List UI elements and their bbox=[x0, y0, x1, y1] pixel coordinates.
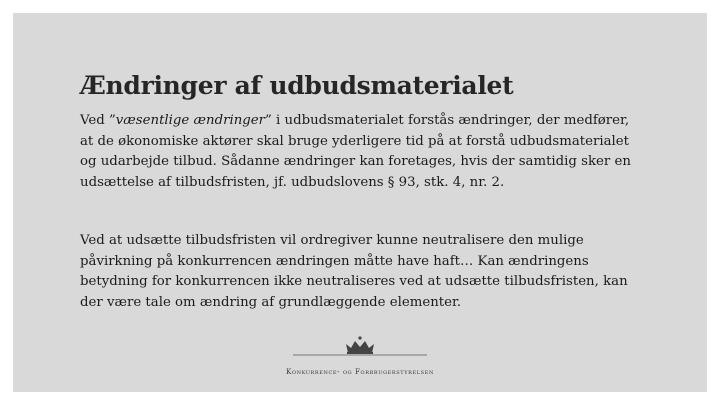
slide bbox=[13, 13, 707, 392]
slide-title: Ændringer af udbudsmaterialet bbox=[80, 71, 514, 100]
paragraph-1 bbox=[80, 111, 640, 193]
agency-logo bbox=[13, 335, 707, 378]
crown-icon bbox=[285, 335, 435, 359]
agency-logo-text: Konkurrence- og Forbrugerstyrelsen bbox=[286, 368, 434, 376]
paragraph-2: Ved at udsætte tilbudsfristen vil ordregiver kunne neutralisere den mulige påvirkning på konkurrencen ændringen måtte have haft… Kan ændringens betydning for konkurrencen ikke neutraliseres ved at udsætte tilbudsfristen, kan der være tale om ændring af grundlæggende elementer. bbox=[80, 233, 628, 310]
paragraph-1-emphasis: væsentlige ændringer bbox=[115, 113, 266, 128]
paragraph-1-suffix: ” i udbudsmaterialet forstås ændringer, der medfører, at de økonomiske aktører skal bruge yderligere tid på at forstå udbudsmaterialet og udarbejde tilbud. Sådanne ændringer kan foretages, hvis der samtidig sker en udsættelse af tilbudsfristen, jf. udbudslovens § 93, stk. 4, nr. 2. bbox=[80, 113, 631, 190]
paragraph-1-prefix: Ved ” bbox=[80, 113, 116, 128]
